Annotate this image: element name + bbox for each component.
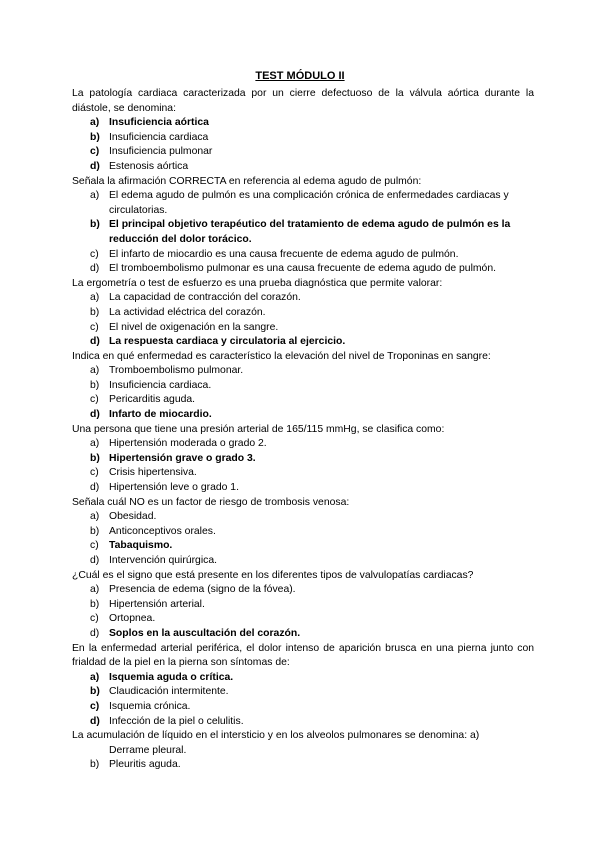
answer-option [72, 321, 534, 336]
option-label: c) [90, 700, 100, 712]
option-label: a) [90, 365, 100, 377]
option-text: Pleuritis aguda. [109, 759, 181, 771]
answer-option [72, 539, 534, 554]
option-label: a) [90, 190, 100, 202]
question-text: Indica en qué enfermedad es característico la elevación del nivel de Troponinas en sangre: [72, 350, 491, 362]
option-text: Hipertensión arterial. [109, 598, 205, 610]
option-label: d) [90, 715, 100, 727]
answer-option [72, 481, 534, 496]
option-text: Insuficiencia aórtica [109, 117, 209, 129]
option-label: b) [90, 598, 100, 610]
page-title: TEST MÓDULO II [255, 70, 345, 82]
answer-option [72, 131, 534, 146]
answer-option [72, 525, 534, 540]
option-label: d) [90, 336, 100, 348]
answer-option [72, 160, 534, 175]
option-text: Tromboembolismo pulmonar. [109, 365, 244, 377]
option-text: El infarto de miocardio es una causa frecuente de edema agudo de pulmón. [109, 248, 459, 260]
option-text: Isquemia crónica. [109, 700, 191, 712]
option-label: b) [90, 306, 100, 318]
option-text: La capacidad de contracción del corazón. [109, 292, 301, 304]
option-label: a) [90, 511, 100, 523]
option-text: Infección de la piel o celulitis. [109, 715, 244, 727]
answer-option [72, 262, 534, 277]
answer-option [72, 218, 534, 247]
answer-option [72, 598, 534, 613]
option-text: Hipertensión grave o grado 3. [109, 452, 256, 464]
option-label: c) [90, 540, 99, 552]
option-text: Crisis hipertensiva. [109, 467, 197, 479]
option-text: Anticonceptivos orales. [109, 525, 216, 537]
option-label: d) [90, 627, 100, 639]
option-label: c) [90, 248, 99, 260]
question-3 [72, 277, 534, 350]
question-4 [72, 350, 534, 423]
option-text: Hipertensión leve o grado 1. [109, 482, 239, 494]
option-label: c) [90, 613, 99, 625]
answer-option [72, 306, 534, 321]
option-text: Insuficiencia cardiaca [109, 131, 209, 143]
question-5 [72, 423, 534, 496]
option-text: Insuficiencia pulmonar [109, 146, 213, 158]
option-label: c) [90, 394, 99, 406]
option-text: Ortopnea. [109, 613, 156, 625]
option-label: b) [90, 452, 100, 464]
answer-option [72, 700, 534, 715]
question-text: La ergometría o test de esfuerzo es una prueba diagnóstica que permite valorar: [72, 277, 443, 289]
option-label: d) [90, 409, 100, 421]
answer-option [72, 248, 534, 263]
option-label: b) [90, 525, 100, 537]
option-label: c) [90, 146, 100, 158]
option-label: b) [90, 219, 100, 231]
option-text: La actividad eléctrica del corazón. [109, 306, 266, 318]
question-text: La patología cardiaca caracterizada por un cierre defectuoso de la válvula aórtica durante la diástole, se denomina: [72, 88, 534, 114]
question-text: Señala cuál NO es un factor de riesgo de trombosis venosa: [72, 496, 350, 508]
option-label: b) [90, 379, 100, 391]
option-label: d) [90, 482, 100, 494]
option-text: Intervención quirúrgica. [109, 555, 218, 566]
question-2 [72, 175, 534, 277]
answer-option [72, 408, 534, 423]
option-label: c) [90, 321, 99, 333]
option-label: c) [90, 467, 99, 479]
option-label: d) [90, 263, 100, 275]
option-text: El edema agudo de pulmón es una complicación crónica de enfermedades cardiacas y circulatorias. [109, 190, 509, 216]
answer-option [72, 583, 534, 598]
option-text: Pericarditis aguda. [109, 394, 196, 406]
option-text: Infarto de miocardio. [109, 409, 212, 421]
answer-option [72, 291, 534, 306]
answer-option [72, 452, 534, 467]
option-text: Hipertensión moderada o grado 2. [109, 438, 267, 450]
option-text: Obesidad. [109, 511, 157, 523]
answer-option [72, 510, 534, 525]
answer-option [72, 116, 534, 131]
question-list [72, 87, 534, 773]
question-text: Una persona que tiene una presión arterial de 165/115 mmHg, se clasifica como: [72, 423, 445, 435]
option-label: d) [90, 555, 100, 566]
answer-option [72, 393, 534, 408]
question-text: Señala la afirmación CORRECTA en referencia al edema agudo de pulmón: [72, 175, 422, 187]
option-text: Derrame pleural. [109, 744, 187, 756]
question-1 [72, 87, 534, 175]
option-text: La respuesta cardiaca y circulatoria al ejercicio. [109, 336, 346, 348]
option-text: Isquemia aguda o crítica. [109, 671, 234, 683]
answer-option [72, 466, 534, 481]
option-text: Insuficiencia cardiaca. [109, 379, 212, 391]
option-text: Claudicación intermitente. [109, 686, 229, 698]
option-label: b) [90, 686, 100, 698]
answer-option [72, 758, 534, 773]
answer-option [72, 145, 534, 160]
option-label: a) [90, 584, 100, 596]
option-label: a) [90, 671, 100, 683]
option-label: b) [90, 131, 100, 143]
answer-option [72, 335, 534, 350]
answer-option [72, 437, 534, 452]
option-text: Soplos en la auscultación del corazón. [109, 627, 301, 639]
answer-option [72, 685, 534, 700]
option-label: a) [90, 292, 100, 304]
answer-option [72, 364, 534, 379]
answer-option [72, 379, 534, 394]
question-8 [72, 642, 534, 730]
answer-option [72, 612, 534, 627]
question-6 [72, 496, 534, 569]
question-text: La acumulación de líquido en el intersticio y en los alveolos pulmonares se denomina: a) [72, 730, 480, 742]
option-text: Estenosis aórtica [109, 160, 189, 172]
option-text: Tabaquismo. [109, 540, 173, 552]
question-text: En la enfermedad arterial periférica, el dolor intenso de aparición brusca en una pierna junto con frialdad de la piel en la pierna son síntomas de: [72, 642, 534, 669]
option-text: El tromboembolismo pulmonar es una causa frecuente de edema agudo de pulmón. [109, 263, 496, 275]
answer-option [72, 189, 534, 218]
option-label: b) [90, 759, 100, 771]
option-text: Presencia de edema (signo de la fóvea). [109, 584, 296, 596]
option-label: a) [90, 438, 100, 450]
question-7 [72, 569, 534, 642]
answer-option [72, 744, 534, 759]
question-text: ¿Cuál es el signo que está presente en los diferentes tipos de valvulopatías cardiacas? [72, 569, 474, 581]
option-text: El nivel de oxigenación en la sangre. [109, 321, 279, 333]
option-label: a) [90, 117, 100, 129]
option-label: d) [90, 160, 100, 172]
question-9 [72, 729, 534, 773]
answer-option [72, 715, 534, 730]
answer-option [72, 554, 534, 569]
option-text: El principal objetivo terapéutico del tratamiento de edema agudo de pulmón es la reducción del dolor torácico. [109, 219, 511, 245]
answer-option [72, 671, 534, 686]
answer-option [72, 627, 534, 642]
